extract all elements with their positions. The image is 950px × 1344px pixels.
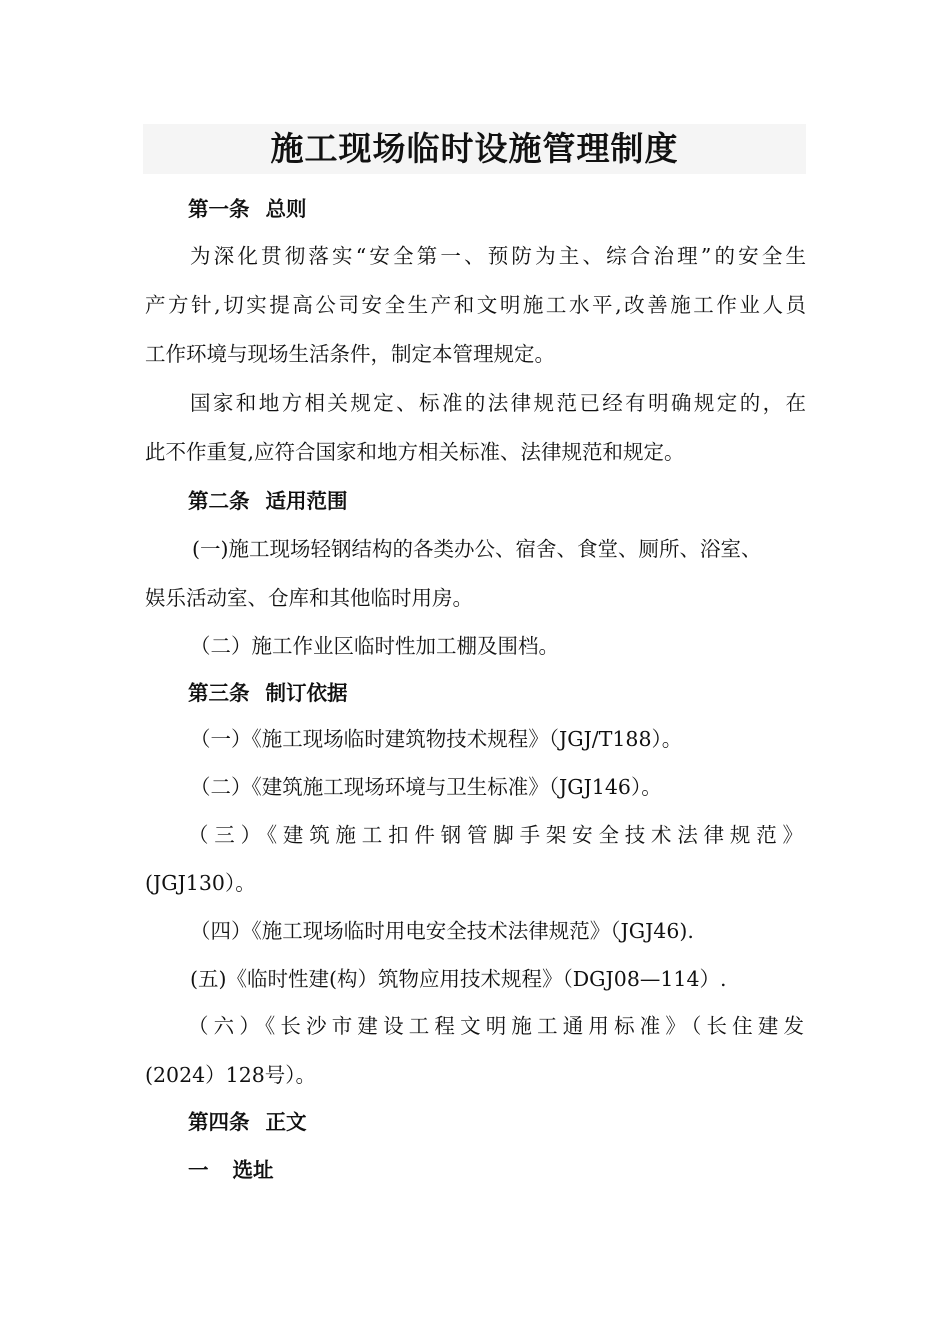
reference-item: (五)《临时性建(构）筑物应用技术规程》（DGJ08—114）. — [190, 967, 727, 991]
list-item: （二）施工作业区临时性加工棚及围档。 — [190, 634, 559, 658]
article-4-heading — [188, 1109, 307, 1135]
article-number: 第二条 — [188, 489, 250, 513]
article-number: 第三条 — [188, 681, 250, 705]
section-1-heading — [188, 1157, 274, 1183]
article-number: 第四条 — [188, 1110, 250, 1134]
list-item-line: (一)施工现场轻钢结构的各类办公、宿舍、食堂、厕所、浴室、 — [192, 537, 762, 561]
paragraph-line: 产方针,切实提高公司安全生产和文明施工水平,改善施工作业人员 — [145, 293, 806, 317]
article-2-heading — [188, 488, 348, 514]
paragraph-line: 工作环境与现场生活条件，制定本管理规定。 — [145, 342, 555, 366]
document-title: 施工现场临时设施管理制度 — [270, 129, 679, 168]
article-1-heading — [188, 196, 307, 222]
reference-item: （四）《施工现场临时用电安全技术法律规范》（JGJ46). — [190, 919, 694, 943]
reference-item-line: (2024）128号）。 — [145, 1063, 317, 1087]
reference-item: （二）《建筑施工现场环境与卫生标准》（JGJ146）。 — [190, 775, 662, 799]
reference-item-line: （六）《长沙市建设工程文明施工通用标准》（长住建发 — [188, 1014, 806, 1038]
reference-item-line: （三）《建筑施工扣件钢管脚手架安全技术法律规范》 — [188, 823, 806, 847]
paragraph-line: 此不作重复,应符合国家和地方相关标准、法律规范和规定。 — [145, 440, 685, 464]
section-title: 选址 — [232, 1158, 274, 1182]
reference-item-line: (JGJ130）。 — [145, 871, 256, 895]
list-item-line: 娱乐活动室、仓库和其他临时用房。 — [145, 586, 473, 610]
paragraph-line: 国家和地方相关规定、标准的法律规范已经有明确规定的，在 — [190, 391, 806, 415]
article-number: 第一条 — [188, 197, 250, 221]
article-3-heading — [188, 680, 348, 706]
article-title: 正文 — [265, 1110, 307, 1134]
article-title: 适用范围 — [265, 489, 348, 513]
paragraph-line: 为深化贯彻落实“安全第一、预防为主、综合治理”的安全生 — [190, 244, 806, 268]
article-title: 总则 — [265, 197, 307, 221]
reference-item: （一）《施工现场临时建筑物技术规程》（JGJ/T188）。 — [190, 727, 683, 751]
article-title: 制订依据 — [265, 681, 348, 705]
section-number: 一 — [188, 1158, 209, 1182]
